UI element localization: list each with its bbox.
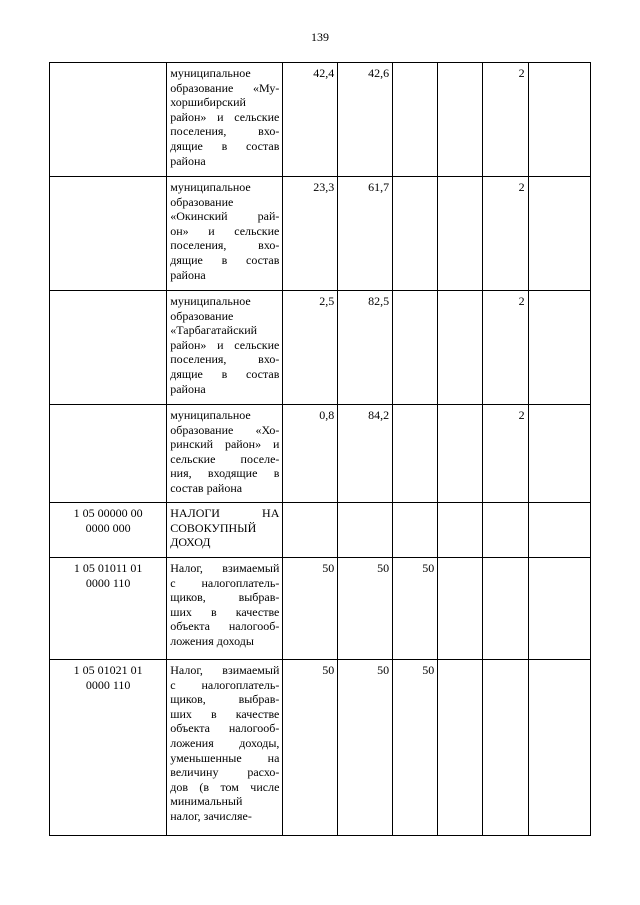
name-line: он» и сельские xyxy=(170,223,280,238)
name-cell xyxy=(167,291,283,405)
name-line: «Окинский рай- xyxy=(170,209,280,224)
value-cell-v5 xyxy=(483,558,528,660)
value-cell-v3 xyxy=(393,63,438,177)
value-cell-v2: 50 xyxy=(338,558,393,660)
name-cell xyxy=(167,405,283,503)
code-cell xyxy=(50,63,167,177)
value-cell-v2: 84,2 xyxy=(338,405,393,503)
name-line: Налог, взимаемый xyxy=(170,663,280,677)
name-line: дящие в состав xyxy=(170,138,280,153)
code-line: 0000 000 xyxy=(85,520,131,535)
code-cell xyxy=(50,503,167,558)
name-line: ложения доходы xyxy=(170,633,254,648)
value-cell-v5: 2 xyxy=(483,177,528,291)
value-cell-v1: 50 xyxy=(283,558,338,660)
name-cell xyxy=(167,660,283,836)
name-line: хоршибирский xyxy=(170,95,246,110)
value-cell-v4 xyxy=(438,291,483,405)
code-cell xyxy=(50,405,167,503)
code-line: 1 05 01021 01 xyxy=(73,663,143,677)
value-cell-v6 xyxy=(528,291,590,405)
table-row xyxy=(50,405,591,503)
name-cell xyxy=(167,558,283,660)
value-cell-v2 xyxy=(338,503,393,558)
value-cell-v3: 50 xyxy=(393,558,438,660)
name-line: ДОХОД xyxy=(170,535,211,550)
name-line: муниципальное xyxy=(170,66,251,80)
name-line: района xyxy=(170,381,206,396)
name-line: дящие в состав xyxy=(170,366,280,381)
value-cell-v4 xyxy=(438,558,483,660)
name-line: объекта налогооб- xyxy=(170,619,280,634)
table-row xyxy=(50,177,591,291)
value-cell-v6 xyxy=(528,660,590,836)
value-cell-v3 xyxy=(393,177,438,291)
value-cell-v6 xyxy=(528,503,590,558)
name-line: сельские поселе- xyxy=(170,451,280,466)
name-line: НАЛОГИ НА xyxy=(170,506,280,520)
name-line: с налогоплатель- xyxy=(170,677,280,692)
name-line: величину расхо- xyxy=(170,765,280,780)
name-line: ринский район» и xyxy=(170,437,280,452)
value-cell-v5 xyxy=(483,503,528,558)
name-line: ших в качестве xyxy=(170,604,280,619)
name-cell xyxy=(167,63,283,177)
name-line: СОВОКУПНЫЙ xyxy=(170,520,257,535)
value-cell-v3 xyxy=(393,503,438,558)
value-cell-v4 xyxy=(438,63,483,177)
name-cell xyxy=(167,177,283,291)
table-row xyxy=(50,558,591,660)
name-line: ложения доходы, xyxy=(170,735,280,750)
name-line: образование xyxy=(170,194,234,209)
name-line: образование xyxy=(170,308,234,323)
name-line: образование «Хо- xyxy=(170,422,280,437)
budget-table xyxy=(49,62,591,836)
name-line: муниципальное xyxy=(170,180,251,194)
name-line: поселения, вхо- xyxy=(170,352,280,367)
name-line: района xyxy=(170,267,206,282)
name-line: состав района xyxy=(170,480,243,495)
table-row xyxy=(50,63,591,177)
value-cell-v2: 82,5 xyxy=(338,291,393,405)
code-line: 0000 110 xyxy=(85,677,131,692)
name-line: уменьшенные на xyxy=(170,750,280,765)
name-line: «Тарбагатайский xyxy=(170,323,258,338)
code-line: 1 05 01011 01 xyxy=(73,561,143,575)
name-line: ших в качестве xyxy=(170,706,280,721)
name-line: дящие в состав xyxy=(170,252,280,267)
page-number: 139 xyxy=(311,30,329,44)
code-line: 1 05 00000 00 xyxy=(73,506,143,520)
table-row xyxy=(50,291,591,405)
value-cell-v3: 50 xyxy=(393,660,438,836)
value-cell-v1: 42,4 xyxy=(283,63,338,177)
value-cell-v6 xyxy=(528,177,590,291)
name-line: объекта налогооб- xyxy=(170,721,280,736)
name-cell xyxy=(167,503,283,558)
name-line: поселения, вхо- xyxy=(170,238,280,253)
name-line: район» и сельские xyxy=(170,109,280,124)
name-line: щиков, выбрав- xyxy=(170,590,280,605)
value-cell-v5 xyxy=(483,660,528,836)
value-cell-v3 xyxy=(393,405,438,503)
value-cell-v6 xyxy=(528,63,590,177)
name-line: дов (в том числе xyxy=(170,779,280,794)
name-line: щиков, выбрав- xyxy=(170,692,280,707)
value-cell-v2: 50 xyxy=(338,660,393,836)
value-cell-v2: 61,7 xyxy=(338,177,393,291)
value-cell-v1: 50 xyxy=(283,660,338,836)
value-cell-v3 xyxy=(393,291,438,405)
value-cell-v5: 2 xyxy=(483,63,528,177)
name-line: Налог, взимаемый xyxy=(170,561,280,575)
code-cell xyxy=(50,660,167,836)
name-line: муниципальное xyxy=(170,408,251,422)
table-row xyxy=(50,660,591,836)
name-line: образование «Му- xyxy=(170,80,280,95)
code-cell xyxy=(50,177,167,291)
code-cell xyxy=(50,558,167,660)
value-cell-v2: 42,6 xyxy=(338,63,393,177)
value-cell-v4 xyxy=(438,177,483,291)
name-line: налог, зачисляе- xyxy=(170,808,252,823)
name-line: с налогоплатель- xyxy=(170,575,280,590)
name-line: минимальный xyxy=(170,794,243,809)
name-line: район» и сельские xyxy=(170,337,280,352)
value-cell-v6 xyxy=(528,558,590,660)
value-cell-v5: 2 xyxy=(483,405,528,503)
code-cell xyxy=(50,291,167,405)
value-cell-v4 xyxy=(438,660,483,836)
name-line: ния, входящие в xyxy=(170,466,280,481)
value-cell-v1: 2,5 xyxy=(283,291,338,405)
value-cell-v5: 2 xyxy=(483,291,528,405)
value-cell-v4 xyxy=(438,503,483,558)
value-cell-v1 xyxy=(283,503,338,558)
name-line: муниципальное xyxy=(170,294,251,308)
code-line: 0000 110 xyxy=(85,575,131,590)
name-line: поселения, вхо- xyxy=(170,124,280,139)
value-cell-v4 xyxy=(438,405,483,503)
value-cell-v1: 0,8 xyxy=(283,405,338,503)
value-cell-v1: 23,3 xyxy=(283,177,338,291)
name-line: района xyxy=(170,153,206,168)
table-row xyxy=(50,503,591,558)
value-cell-v6 xyxy=(528,405,590,503)
